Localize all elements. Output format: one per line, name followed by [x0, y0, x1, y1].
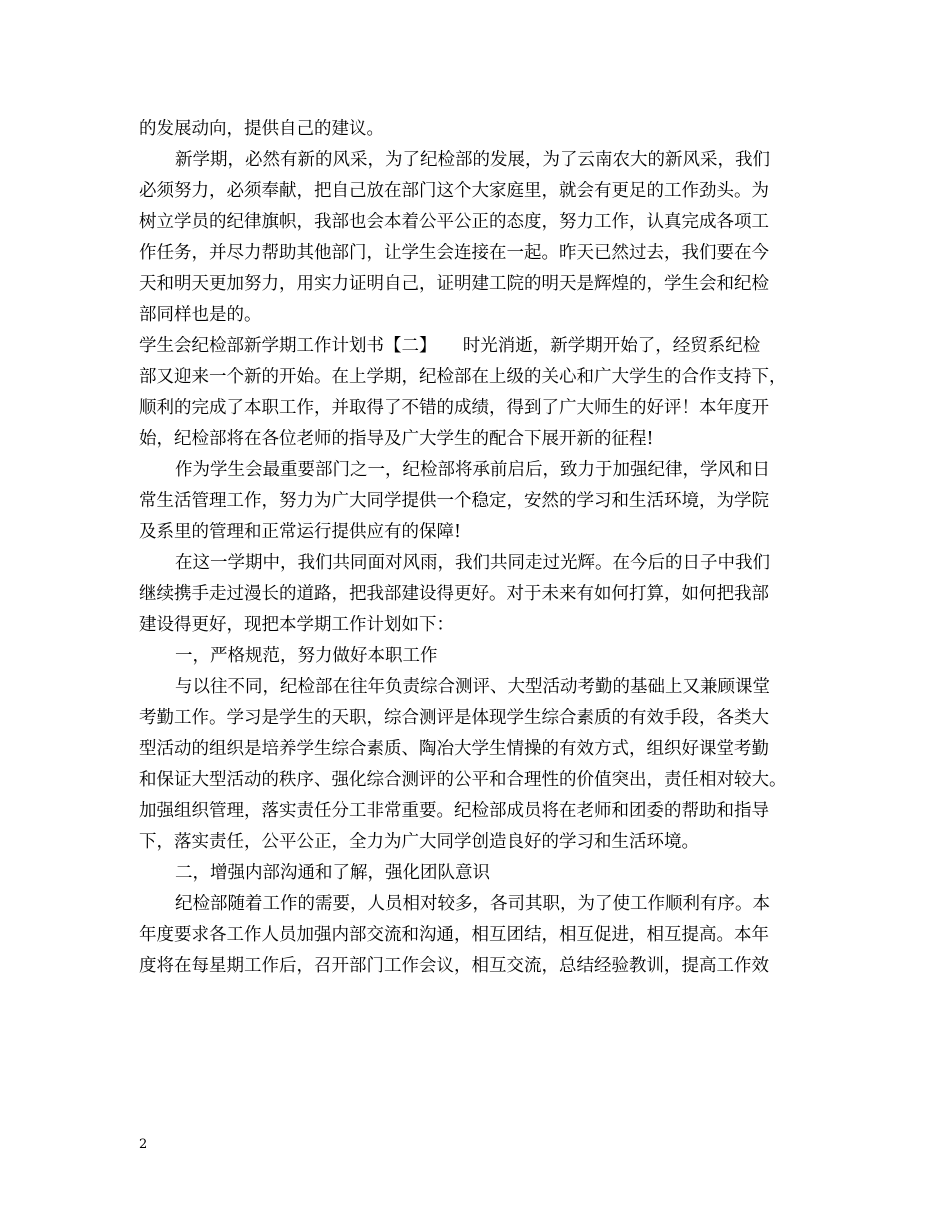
text-line: 的发展动向，提供自己的建议。 — [139, 119, 384, 139]
text-line: 常生活管理工作，努力为广大同学提供一个稳定，安然的学习和生活环境，为学院 — [139, 491, 769, 511]
text-line: 天和明天更加努力，用实力证明自己，证明建工院的明天是辉煌的，学生会和纪检 — [139, 274, 769, 294]
text-line: 考勤工作。学习是学生的天职，综合测评是体现学生综合素质的有效手段，各类大 — [139, 708, 769, 728]
text-line: 树立学员的纪律旗帜，我部也会本着公平公正的态度，努力工作，认真完成各项工 — [139, 212, 769, 232]
text-line: 部同样也是的。 — [139, 305, 262, 325]
text-line: 新学期，必然有新的风采，为了纪检部的发展，为了云南农大的新风采，我们 — [175, 150, 770, 170]
text-line: 建设得更好，现把本学期工作计划如下： — [139, 615, 454, 635]
text-line: 度将在每星期工作后，召开部门工作会议，相互交流，总结经验教训，提高工作效 — [139, 956, 769, 976]
text-line: 作任务，并尽力帮助其他部门，让学生会连接在一起。昨天已然过去，我们要在今 — [139, 243, 769, 263]
text-line: 年度要求各工作人员加强内部交流和沟通，相互团结，相互促进，相互提高。本年 — [139, 925, 769, 945]
text-line: 在这一学期中，我们共同面对风雨，我们共同走过光辉。在今后的日子中我们 — [175, 553, 770, 573]
text-line: 一，严格规范，努力做好本职工作 — [175, 646, 438, 666]
text-line: 顺利的完成了本职工作，并取得了不错的成绩，得到了广大师生的好评！本年度开 — [139, 398, 769, 418]
text-line: 型活动的组织是培养学生综合素质、陶冶大学生情操的有效方式，组织好课堂考勤 — [139, 739, 769, 759]
text-line: 作为学生会最重要部门之一，纪检部将承前启后，致力于加强纪律，学风和日 — [175, 460, 770, 480]
text-line: 加强组织管理，落实责任分工非常重要。纪检部成员将在老师和团委的帮助和指导 — [139, 801, 769, 821]
text-line: 二，增强内部沟通和了解，强化团队意识 — [175, 863, 490, 883]
text-line: 纪检部随着工作的需要，人员相对较多，各司其职，为了使工作顺利有序。本 — [175, 894, 770, 914]
page-number: 2 — [139, 1137, 148, 1152]
text-line: 继续携手走过漫长的道路，把我部建设得更好。对于未来有如何打算，如何把我部 — [139, 584, 769, 604]
text-line: 始，纪检部将在各位老师的指导及广大学生的配合下展开新的征程! — [139, 429, 654, 449]
text-line: 部又迎来一个新的开始。在上学期，纪检部在上级的关心和广大学生的合作支持下， — [139, 367, 787, 387]
text-line: 下，落实责任，公平公正，全力为广大同学创造良好的学习和生活环境。 — [139, 832, 699, 852]
text-line: 学生会纪检部新学期工作计划书【二】 时光消逝，新学期开始了，经贸系纪检 — [139, 336, 761, 356]
text-line: 及系里的管理和正常运行提供应有的保障! — [139, 522, 462, 542]
document-body — [139, 114, 829, 982]
text-line: 和保证大型活动的秩序、强化综合测评的公平和合理性的价值突出，责任相对较大。 — [139, 770, 787, 790]
text-line: 必须努力，必须奉献，把自己放在部门这个大家庭里，就会有更足的工作劲头。为 — [139, 181, 769, 201]
text-line: 与以往不同，纪检部在往年负责综合测评、大型活动考勤的基础上又兼顾课堂 — [175, 677, 770, 697]
